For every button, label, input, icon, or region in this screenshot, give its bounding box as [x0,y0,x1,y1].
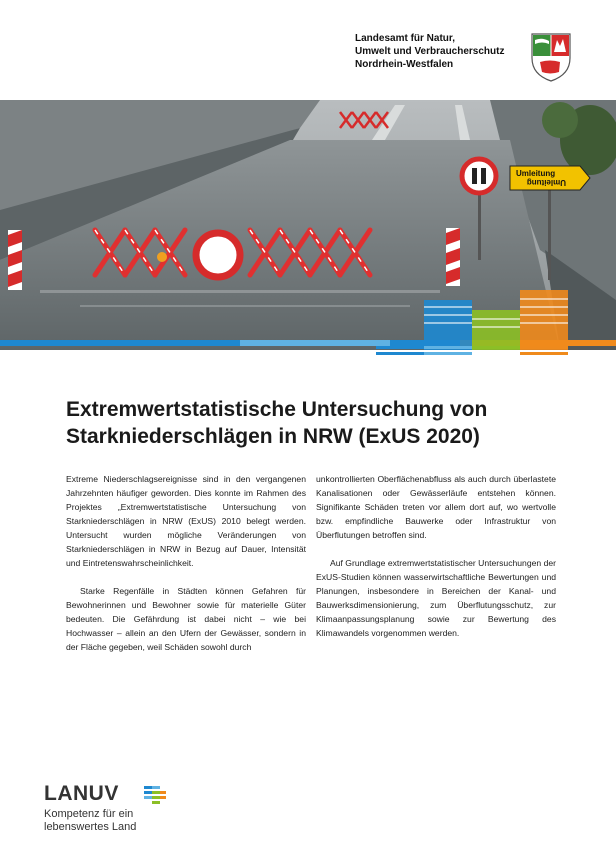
paragraph-4: Auf Grundlage extremwertstatistischer Untersuchungen der ExUS-Studien können wasserwirtschaftliche Bewertungen und Planungen, insbesondere in Bereichen der Kanal- und Bauwerksdimensionierung, zum Überflutungsschutz, zur Klimaanpassungsplanung sowie zur Bewertung des Klimawandels vorgenommen werden. [316,558,556,638]
right-column [316,472,556,654]
nrw-crest-icon [530,32,572,82]
tagline-line-2: lebenswertes Land [44,821,137,833]
title-line-2: Starkniederschlägen in NRW (ExUS 2020) [66,425,480,448]
hero-photo [0,100,616,350]
left-column [66,472,306,668]
agency-name [355,32,504,71]
paragraph-1: Extreme Niederschlagsereignisse sind in den vergangenen Jahrzehnten häufiger geworden. Dies konnte im Rahmen des Projektes „Extremwertstatistische Untersuchung von Starkniederschlägen in NRW (ExUS) 2010 belegt werden. Untersucht wurden mögliche Veränderungen von Starkniederschlägen in NRW in Bezug auf Dauer, Intensität und Eintretenswahrscheinlichkeit. [66,474,306,568]
page-title [66,396,586,450]
title-line-1: Extremwertstatistische Untersuchung von [66,398,488,421]
logo-word: LANUV [44,782,119,805]
paragraph-3: unkontrollierten Oberflächenabfluss als auch durch überlastete Kanalisationen oder Gewässerläufe entstehen können. Signifikante Schäden treten vor allem dort auf, wo wertvolle bzw. empfindliche Bauwerke oder Infrastruktur von Überflutungen betroffen sind. [316,474,556,540]
tagline-line-1: Kompetenz für ein [44,808,134,820]
color-bars-strip [0,346,616,360]
detour-sign-text: Umleitung [516,169,556,178]
agency-line-3: Nordrhein-Westfalen [355,59,454,70]
agency-line-1: Landesamt für Natur, [355,33,456,44]
lanuv-logo [44,782,136,834]
lanuv-logo-bars-icon [144,786,166,804]
paragraph-2: Starke Regenfälle in Städten können Gefahren für Bewohnerinnen und Bewohner sowie für materielle Güter bedeuten. Die Gefährdung ist dabei nicht – wie bei Hochwasser – allein an den Ufern der Gewässer, sondern in der Fläche gegeben, weil Schäden sowohl durch [66,586,306,652]
detour-sign-text-mirrored: Umleitung [526,178,566,187]
logo-tagline [44,808,136,834]
agency-line-2: Umwelt und Verbraucherschutz [355,46,505,57]
